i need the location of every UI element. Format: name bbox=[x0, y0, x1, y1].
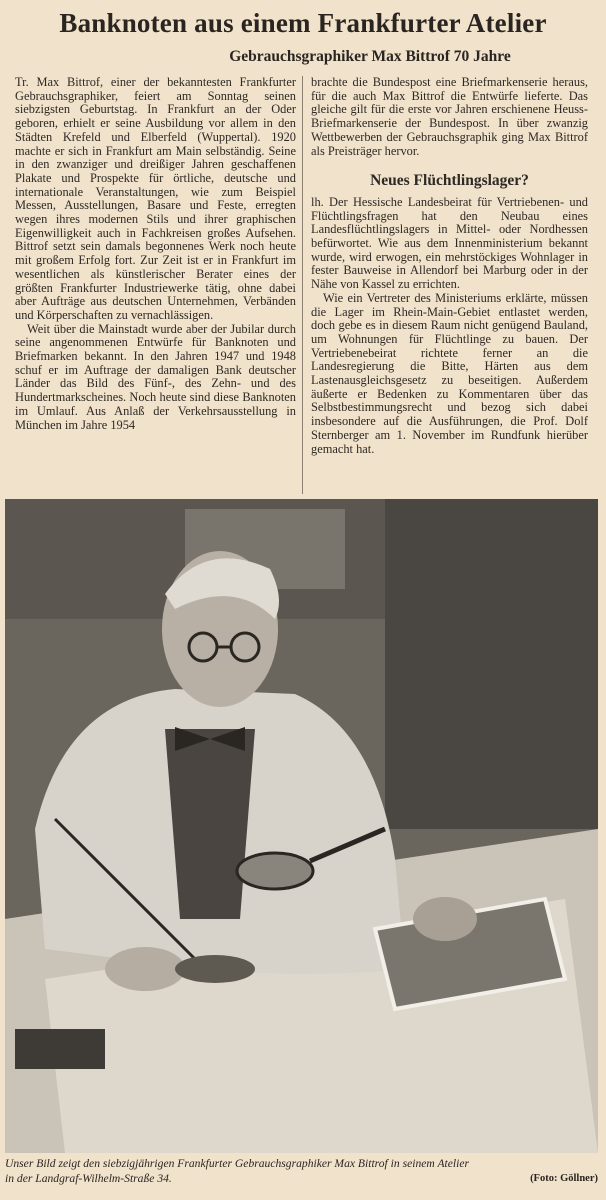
photograph-artist-at-desk bbox=[5, 499, 598, 1153]
article-paragraph: brachte die Bundespost eine Briefmarkenserie heraus, für die auch Max Bittrof die Entwürfe lieferte. Das gleiche gilt für die erste vor Jahren erschienene Heuss-Briefmarkenserie der Bundespost. In über zwanzig Wettbewerben der Gebrauchsgraphik ging Max Bittrof als Preisträger hervor. bbox=[311, 75, 588, 158]
column-divider bbox=[302, 76, 303, 494]
subheadline: Gebrauchsgraphiker Max Bittrof 70 Jahre bbox=[229, 48, 511, 65]
article-paragraph: lh. Der Hessische Landesbeirat für Vertriebenen- und Flüchtlingsfragen hat den Neubau eines Landesflüchtlingslagers in Mittel- oder Nordhessen befürwortet. Wie aus dem Innenministerium bekannt wurde, wird erwogen, ein mehrstöckiges Wohnlager in fester Bauweise in Allendorf bei Marburg oder in der Nähe von Kassel zu errichten. bbox=[311, 194, 588, 292]
article-paragraph: Weit über die Mainstadt wurde aber der Jubilar durch seine angenommenen Entwürfe für Banknoten und Briefmarken bekannt. In den Jahren 1947 und 1948 schuf er im Auftrage der damaligen Bank deutscher Länder das Bild des Fünf-, des Zehn- und des Hundertmarkscheines. Noch heute sind diese Banknoten im Umlauf. Aus Anlaß der Verkehrsausstellung in München im Jahre 1954 bbox=[15, 321, 296, 432]
article-column-right bbox=[311, 76, 588, 456]
photo-illustration bbox=[5, 499, 598, 1153]
headline: Banknoten aus einem Frankfurter Atelier bbox=[59, 8, 547, 38]
caption-line-2: in der Landgraf-Wilhelm-Straße 34. bbox=[5, 1172, 172, 1185]
article-paragraph: Wie ein Vertreter des Ministeriums erklärte, müssen die Lager im Rhein-Main-Gebiet entlastet werden, doch gebe es in diesem Raum nicht genügend Bauland, um Wohnungen für Flüchtlinge zu bauen. Der Vertriebenebeirat richtete ferner an die Landesregierung die Bitte, Härten aus dem Lastenausgleichsgesetz zu beseitigen. Außerdem äußerte er Bedenken zu Kommentaren über das Selbstbestimmungsrecht und bezog sich dabei insbesondere auf die Ausführungen, die Prof. Dolf Sternberger am 1. November im Rundfunk hierüber gemacht hat. bbox=[311, 290, 588, 456]
caption-line-1: Unser Bild zeigt den siebzigjährigen Frankfurter Gebrauchsgraphiker Max Bittrof in seinem Atelier bbox=[5, 1157, 470, 1170]
second-article-title: Neues Flüchtlingslager? bbox=[370, 172, 529, 190]
photo-credit: (Foto: Göllner) bbox=[530, 1173, 598, 1184]
article-column-left bbox=[15, 76, 296, 432]
photo-caption bbox=[5, 1156, 598, 1186]
article-paragraph: Tr. Max Bittrof, einer der bekanntesten Frankfurter Gebrauchsgraphiker, feiert am Sonntag seinen siebzigsten Geburtstag. In Frankfurt an der Oder geboren, erhielt er seine Ausbildung vor allem in den Städten Krefeld und Elberfeld (Wuppertal). 1920 machte er sich in Frankfurt am Main selbständig. Seine in den zwanziger und dreißiger Jahren geschaffenen Plakate und Prospekte für örtliche, deutsche und internationale Veranstaltungen, wie zum Beispiel Messen, Ausstellungen, Basare und Feste, erregten wegen ihres modernen Stils und ihrer graphischen Eigenwilligkeit auch in Fachkreisen großes Aufsehen. Bittrof setzt sein damals begonnenes Werk noch heute mit großem Erfolg fort. Zur Zeit ist er in Frankfurt im wesentlichen als künstlerischer Berater eines der größten Frankfurter Industriewerke tätig, ohne dabei aber Aufträge aus deutschen Unternehmen, Verbänden und Körperschaften zu vernachlässigen. bbox=[15, 75, 296, 322]
